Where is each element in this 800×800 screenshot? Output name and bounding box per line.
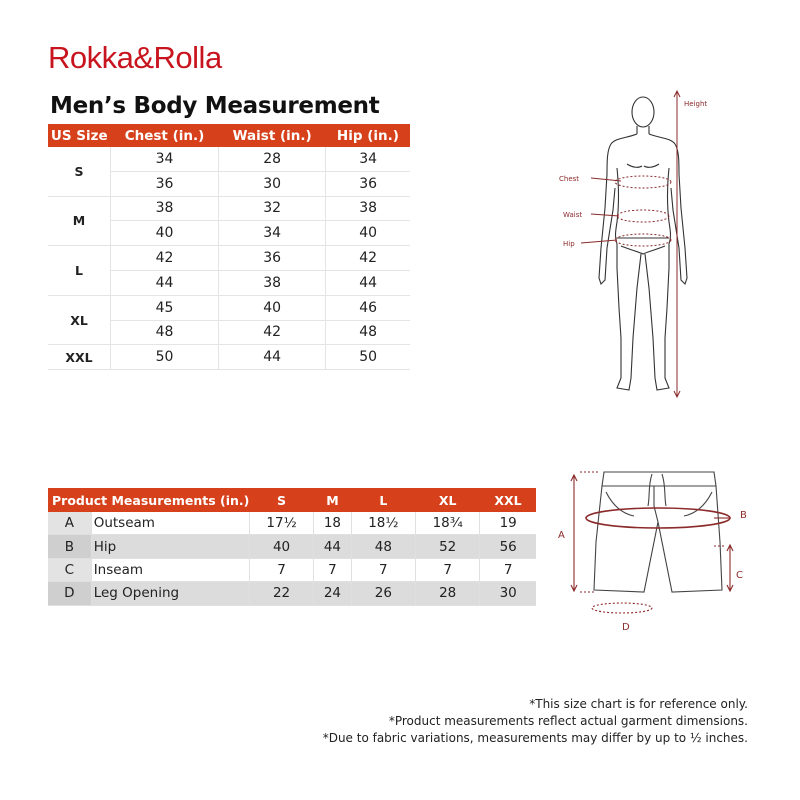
value-cell: 7	[314, 558, 351, 581]
value-cell: 52	[416, 535, 480, 558]
table-row	[48, 295, 410, 320]
body-figure-illustration	[555, 88, 725, 408]
hip-cell: 48	[326, 320, 410, 345]
table-row	[48, 558, 536, 581]
label-c: C	[736, 570, 743, 581]
header-size-xxl: XXL	[480, 488, 536, 512]
table-row	[48, 512, 536, 535]
waist-cell: 38	[219, 270, 326, 295]
hip-measure-loop	[586, 508, 730, 528]
footnotes	[323, 696, 748, 747]
value-cell: 28	[416, 582, 480, 605]
hip-cell: 44	[326, 270, 410, 295]
size-cell: XL	[48, 295, 111, 345]
outseam-measure-line	[571, 475, 577, 591]
value-cell: 22	[249, 582, 313, 605]
leg-opening-measure-loop	[592, 603, 652, 613]
value-cell: 18½	[351, 512, 415, 535]
chest-label: Chest	[559, 175, 580, 183]
measurement-name: Hip	[91, 535, 249, 558]
waist-cell: 32	[219, 196, 326, 221]
header-size-xl: XL	[416, 488, 480, 512]
measurement-name: Inseam	[91, 558, 249, 581]
hip-measure-loop	[615, 234, 671, 246]
shorts-figure-illustration	[554, 462, 754, 634]
inseam-measure-line	[727, 545, 733, 591]
body-table-header-row	[48, 124, 410, 147]
header-hip: Hip (in.)	[326, 124, 410, 147]
value-cell: 18	[314, 512, 351, 535]
chest-cell: 48	[111, 320, 219, 345]
hip-cell: 50	[326, 345, 410, 370]
hip-cell: 42	[326, 246, 410, 271]
waist-measure-loop	[617, 210, 669, 222]
table-row	[48, 246, 410, 271]
row-letter: C	[48, 558, 91, 581]
waist-cell: 28	[219, 147, 326, 171]
chest-cell: 38	[111, 196, 219, 221]
hip-cell: 36	[326, 171, 410, 196]
size-cell: L	[48, 246, 111, 296]
waist-cell: 36	[219, 246, 326, 271]
row-letter: B	[48, 535, 91, 558]
value-cell: 18¾	[416, 512, 480, 535]
hip-cell: 40	[326, 221, 410, 246]
header-size-m: M	[314, 488, 351, 512]
waist-label: Waist	[563, 211, 583, 219]
human-silhouette-icon	[599, 97, 687, 390]
chest-cell: 42	[111, 246, 219, 271]
value-cell: 7	[351, 558, 415, 581]
value-cell: 7	[480, 558, 536, 581]
hip-cell: 38	[326, 196, 410, 221]
label-b: B	[740, 510, 747, 521]
value-cell: 48	[351, 535, 415, 558]
table-row	[48, 535, 536, 558]
waist-cell: 40	[219, 295, 326, 320]
header-product-measurements: Product Measurements (in.)	[48, 488, 249, 512]
product-table-header-row	[48, 488, 536, 512]
chest-cell: 44	[111, 270, 219, 295]
value-cell: 24	[314, 582, 351, 605]
waist-cell: 44	[219, 345, 326, 370]
value-cell: 44	[314, 535, 351, 558]
brand-logo-text: Rokka&Rolla	[48, 40, 222, 75]
table-row	[48, 147, 410, 171]
body-measurement-table	[48, 124, 410, 370]
waist-cell: 30	[219, 171, 326, 196]
chest-cell: 36	[111, 171, 219, 196]
measurement-name: Outseam	[91, 512, 249, 535]
size-cell: S	[48, 147, 111, 196]
chest-cell: 40	[111, 221, 219, 246]
waist-cell: 34	[219, 221, 326, 246]
hip-cell: 34	[326, 147, 410, 171]
size-cell: M	[48, 196, 111, 246]
value-cell: 17½	[249, 512, 313, 535]
value-cell: 19	[480, 512, 536, 535]
value-cell: 40	[249, 535, 313, 558]
value-cell: 56	[480, 535, 536, 558]
footnote-variation: *Due to fabric variations, measurements may differ by up to ½ inches.	[322, 731, 748, 745]
footnote-reference: *This size chart is for reference only.	[529, 697, 748, 711]
chest-cell: 34	[111, 147, 219, 171]
value-cell: 26	[351, 582, 415, 605]
footnote-garment: *Product measurements reflect actual garment dimensions.	[388, 714, 748, 728]
table-row	[48, 196, 410, 221]
header-chest: Chest (in.)	[111, 124, 219, 147]
waist-cell: 42	[219, 320, 326, 345]
height-label: Height	[684, 100, 708, 108]
row-letter: A	[48, 512, 91, 535]
header-us-size: US Size	[48, 124, 111, 147]
hip-label: Hip	[563, 240, 575, 248]
chest-cell: 45	[111, 295, 219, 320]
shorts-icon	[594, 472, 722, 592]
table-row	[48, 582, 536, 605]
label-a: A	[558, 530, 565, 541]
label-d: D	[622, 622, 630, 633]
value-cell: 30	[480, 582, 536, 605]
chest-cell: 50	[111, 345, 219, 370]
size-cell: XXL	[48, 345, 111, 370]
header-size-l: L	[351, 488, 415, 512]
table-row	[48, 345, 410, 370]
value-cell: 7	[416, 558, 480, 581]
header-size-s: S	[249, 488, 313, 512]
measurement-name: Leg Opening	[91, 582, 249, 605]
body-measurement-title: Men’s Body Measurement	[50, 93, 380, 119]
chest-measure-loop	[615, 176, 671, 188]
product-measurement-table	[48, 488, 536, 606]
header-waist: Waist (in.)	[219, 124, 326, 147]
value-cell: 7	[249, 558, 313, 581]
hip-cell: 46	[326, 295, 410, 320]
row-letter: D	[48, 582, 91, 605]
